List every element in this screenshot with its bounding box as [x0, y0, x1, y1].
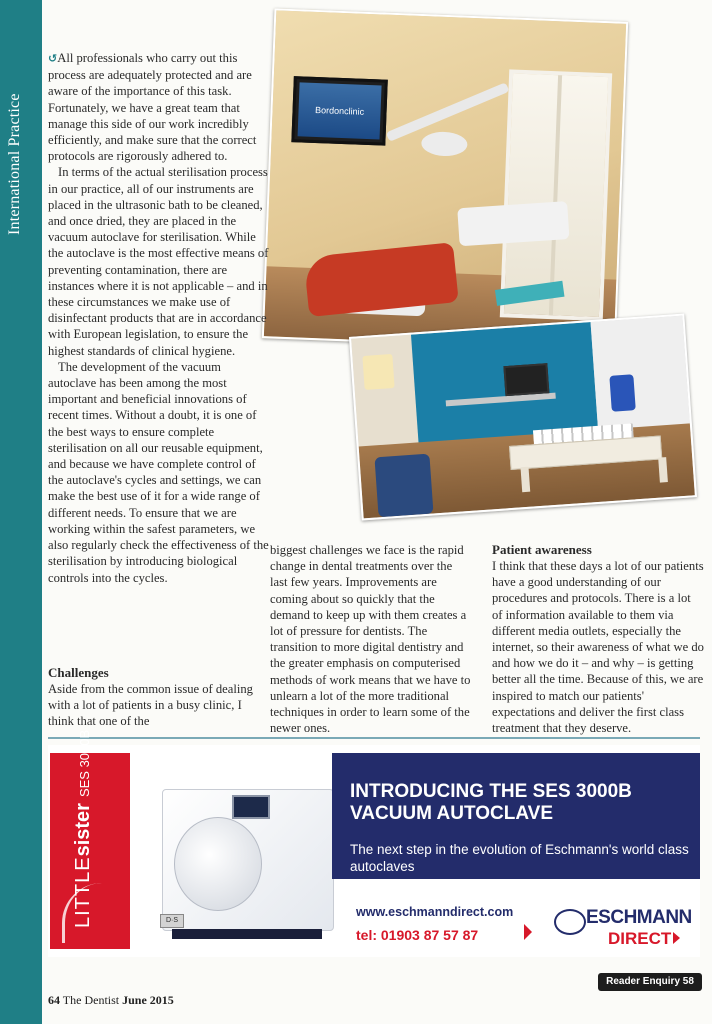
- display-screen: [503, 363, 549, 396]
- wall-tv: [291, 76, 387, 146]
- seating: [374, 454, 433, 518]
- instrument-unit: [457, 201, 569, 246]
- autoclave-badge: D·S: [160, 914, 184, 928]
- little-sister-wordmark: [72, 730, 95, 928]
- waiting-room-photo: [349, 314, 697, 521]
- article-column-1-lower: [48, 665, 270, 730]
- advert-headline: INTRODUCING THE SES 3000B VACUUM AUTOCLAVE: [350, 781, 632, 824]
- eschmann-advert: [48, 729, 700, 957]
- wall-lamp: [362, 354, 394, 390]
- article-column-2: [270, 542, 472, 736]
- arrow-right-icon: [524, 924, 532, 940]
- article-lead-paragraph: All professionals who carry out this process are adequately protected and are aware of the importance of this task. Fortunately, we have a great team that manage this side of our work incredibly efficiently, and make sure that the correct protocols are rigorously adhered to.: [48, 51, 257, 164]
- autoclave-display: [232, 795, 270, 819]
- reader-enquiry-badge: Reader Enquiry 58: [598, 973, 702, 991]
- advert-banner: [332, 753, 700, 879]
- magazine-name: The Dentist: [62, 993, 120, 1007]
- photo-wall-right: [591, 316, 690, 432]
- article-paragraph-challenges: Aside from the common issue of dealing with a lot of patients in a busy clinic, I think that one of the: [48, 682, 253, 729]
- article-column-1-upper: [48, 50, 270, 586]
- continuation-marker-icon: ↺: [48, 52, 58, 65]
- section-label: International Practice: [6, 93, 23, 235]
- page-number: 64: [48, 993, 60, 1007]
- eschmann-emblem-icon: [554, 909, 586, 935]
- article-paragraph-patient-awareness: I think that these days a lot of our patients have a good understanding of our procedures and protocols. There is a lot of information available to them via different media outlets, especially the internet, so their awareness of what we do and how we do it – and why – is getting better all the time. Because of this, we are inspired to match our patients' expectations and deliver the first class treatment that they deserve.: [492, 559, 704, 736]
- brand-model: SES 3000B: [77, 729, 92, 798]
- brand-little: LITTLE: [72, 856, 94, 928]
- clinic-room-photo: [262, 8, 628, 351]
- advert-website-link[interactable]: www.eschmanndirect.com: [356, 905, 514, 919]
- article-paragraph-challenges-cont: biggest challenges we face is the rapid change in dental treatments over the last few years. Improvements are coming about so quickly that the demand to keep up with them creates a lot of pressure for dentists. The transition to more digital dentistry and the greater emphasis on computerised methods of work means that we have to unlearn a lot of the more traditional techniques in order to learn some of the newer ones.: [270, 543, 471, 736]
- page-folio: [48, 993, 174, 1008]
- article-paragraph-sterilisation: In terms of the actual sterilisation process in our practice, all of our instruments are placed in the ultrasonic bath to be cleaned, and once dried, they are placed in the vacuum autoclave for sterilisation. While the autoclave is the most effective means of preventing contamination, there are instances where it is not applicable – and in these circumstances we make use of disinfectant products that are in accordance with European legislation, to ensure the highest standards of clinical hygiene.: [48, 165, 269, 358]
- tv-screen-logo: Bordonclinic: [298, 82, 382, 139]
- article-paragraph-autoclave: The development of the vacuum autoclave has been among the most important and beneficial innovations of recent times. Without a doubt, it is one of the best ways to ensure complete sterilisation on all our reusable equipment, and because we have complete control of the autoclave's cycles and settings, we can make the best use of it for a wide range of different needs. To ensure that we are working within the safest parameters, we also regularly check the effectiveness of the sterilisation by introducing biological controls into the cycles.: [48, 359, 269, 585]
- autoclave-door: [174, 817, 262, 911]
- logo-eschmann: ESCHMANN: [586, 907, 692, 928]
- little-sister-brand-panel: [50, 729, 130, 949]
- advert-subline: The next step in the evolution of Eschmann's world class autoclaves: [350, 842, 689, 874]
- article-column-3: [492, 542, 704, 736]
- direct-chevron-icon: [673, 932, 680, 944]
- heading-patient-awareness: Patient awareness: [492, 542, 592, 557]
- autoclave-base: [172, 929, 322, 939]
- blue-chair: [609, 374, 635, 412]
- section-divider: [48, 737, 700, 739]
- autoclave-product-image: [152, 769, 332, 939]
- brand-sister: sister: [72, 803, 94, 857]
- issue-date: June 2015: [122, 993, 174, 1007]
- window-mullion: [549, 75, 562, 315]
- heading-challenges: Challenges: [48, 665, 109, 680]
- section-sidebar: [0, 0, 42, 1024]
- logo-direct: [608, 929, 680, 949]
- eschmann-direct-logo: [554, 905, 694, 951]
- advert-telephone: tel: 01903 87 57 87: [356, 927, 479, 943]
- logo-direct-text: DIRECT: [608, 929, 672, 948]
